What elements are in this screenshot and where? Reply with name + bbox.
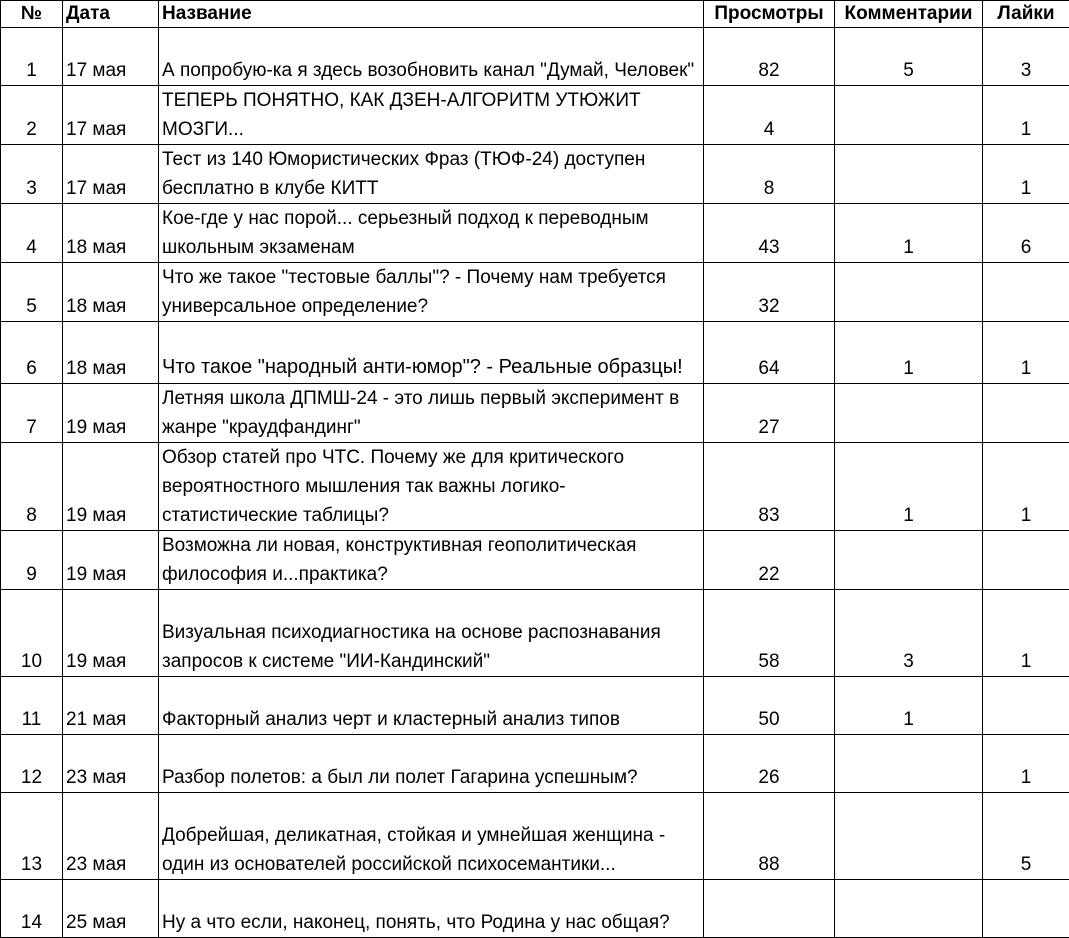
cell-comments[interactable] xyxy=(835,735,983,793)
table-row xyxy=(1,384,1069,443)
cell-title[interactable]: Что же такое "тестовые баллы"? - Почему нам требуется универсальное определение? xyxy=(159,263,704,322)
cell-comments[interactable] xyxy=(835,86,983,145)
cell-num[interactable]: 4 xyxy=(1,204,63,263)
cell-date[interactable]: 18 мая xyxy=(63,204,159,263)
cell-title[interactable]: ТЕПЕРЬ ПОНЯТНО, КАК ДЗЕН-АЛГОРИТМ УТЮЖИТ МОЗГИ... xyxy=(159,86,704,145)
cell-date[interactable]: 19 мая xyxy=(63,590,159,677)
cell-title[interactable]: Ну а что если, наконец, понять, что Родина у нас общая? xyxy=(159,880,704,938)
cell-num[interactable]: 7 xyxy=(1,384,63,443)
table-row xyxy=(1,145,1069,204)
cell-title[interactable]: Летняя школа ДПМШ-24 - это лишь первый эксперимент в жанре "краудфандинг" xyxy=(159,384,704,443)
cell-likes[interactable]: 3 xyxy=(983,28,1069,86)
cell-views[interactable]: 64 xyxy=(704,322,835,384)
cell-views[interactable]: 82 xyxy=(704,28,835,86)
cell-num[interactable]: 12 xyxy=(1,735,63,793)
cell-title[interactable]: А попробую-ка я здесь возобновить канал "Думай, Человек" xyxy=(159,28,704,86)
table-row xyxy=(1,735,1069,793)
cell-title[interactable]: Тест из 140 Юмористических Фраз (ТЮФ-24) доступен бесплатно в клубе КИТТ xyxy=(159,145,704,204)
cell-comments[interactable]: 5 xyxy=(835,28,983,86)
table-row xyxy=(1,531,1069,590)
cell-comments[interactable] xyxy=(835,793,983,880)
table-row xyxy=(1,443,1069,531)
cell-title[interactable]: Возможна ли новая, конструктивная геополитическая философия и...практика? xyxy=(159,531,704,590)
cell-num[interactable]: 6 xyxy=(1,322,63,384)
cell-num[interactable]: 3 xyxy=(1,145,63,204)
cell-views[interactable]: 32 xyxy=(704,263,835,322)
cell-views[interactable]: 43 xyxy=(704,204,835,263)
cell-num[interactable]: 9 xyxy=(1,531,63,590)
table-row xyxy=(1,793,1069,880)
cell-likes[interactable]: 1 xyxy=(983,590,1069,677)
cell-title[interactable]: Факторный анализ черт и кластерный анализ типов xyxy=(159,677,704,735)
header-comments[interactable]: Комментарии xyxy=(835,1,983,28)
cell-likes[interactable]: 1 xyxy=(983,322,1069,384)
cell-date[interactable]: 18 мая xyxy=(63,322,159,384)
cell-date[interactable]: 17 мая xyxy=(63,28,159,86)
cell-date[interactable]: 23 мая xyxy=(63,735,159,793)
cell-num[interactable]: 14 xyxy=(1,880,63,938)
cell-num[interactable]: 1 xyxy=(1,28,63,86)
cell-comments[interactable] xyxy=(835,145,983,204)
cell-likes[interactable]: 1 xyxy=(983,145,1069,204)
cell-views[interactable]: 83 xyxy=(704,443,835,531)
cell-comments[interactable]: 3 xyxy=(835,590,983,677)
cell-date[interactable]: 17 мая xyxy=(63,86,159,145)
table-row xyxy=(1,86,1069,145)
header-views[interactable]: Просмотры xyxy=(704,1,835,28)
cell-title[interactable]: Разбор полетов: а был ли полет Гагарина успешным? xyxy=(159,735,704,793)
cell-num[interactable]: 11 xyxy=(1,677,63,735)
table-row xyxy=(1,590,1069,677)
cell-views[interactable]: 8 xyxy=(704,145,835,204)
cell-title[interactable]: Обзор статей про ЧТС. Почему же для критического вероятностного мышления так важны логико-статистические таблицы? xyxy=(159,443,704,531)
cell-date[interactable]: 25 мая xyxy=(63,880,159,938)
cell-views[interactable] xyxy=(704,880,835,938)
cell-views[interactable]: 88 xyxy=(704,793,835,880)
cell-date[interactable]: 21 мая xyxy=(63,677,159,735)
cell-comments[interactable] xyxy=(835,880,983,938)
cell-likes[interactable] xyxy=(983,263,1069,322)
cell-title[interactable]: Кое-где у нас порой... серьезный подход к переводным школьным экзаменам xyxy=(159,204,704,263)
cell-title[interactable]: Визуальная психодиагностика на основе распознавания запросов к системе "ИИ-Кандинский" xyxy=(159,590,704,677)
cell-num[interactable]: 2 xyxy=(1,86,63,145)
cell-date[interactable]: 23 мая xyxy=(63,793,159,880)
cell-date[interactable]: 17 мая xyxy=(63,145,159,204)
cell-date[interactable]: 19 мая xyxy=(63,531,159,590)
cell-num[interactable]: 13 xyxy=(1,793,63,880)
cell-likes[interactable] xyxy=(983,677,1069,735)
cell-comments[interactable]: 1 xyxy=(835,677,983,735)
table-row xyxy=(1,322,1069,384)
cell-likes[interactable]: 5 xyxy=(983,793,1069,880)
cell-comments[interactable]: 1 xyxy=(835,443,983,531)
table-row xyxy=(1,204,1069,263)
header-num[interactable]: № xyxy=(1,1,63,28)
cell-comments[interactable] xyxy=(835,263,983,322)
cell-comments[interactable]: 1 xyxy=(835,204,983,263)
cell-comments[interactable] xyxy=(835,531,983,590)
header-title[interactable]: Название xyxy=(159,1,704,28)
cell-date[interactable]: 19 мая xyxy=(63,384,159,443)
cell-views[interactable]: 27 xyxy=(704,384,835,443)
cell-date[interactable]: 19 мая xyxy=(63,443,159,531)
cell-num[interactable]: 8 xyxy=(1,443,63,531)
cell-comments[interactable]: 1 xyxy=(835,322,983,384)
cell-title[interactable]: Что такое "народный анти-юмор"? - Реальные образцы! xyxy=(159,322,704,384)
cell-likes[interactable] xyxy=(983,384,1069,443)
cell-likes[interactable]: 1 xyxy=(983,443,1069,531)
table-row xyxy=(1,677,1069,735)
cell-likes[interactable] xyxy=(983,531,1069,590)
cell-likes[interactable]: 6 xyxy=(983,204,1069,263)
cell-likes[interactable] xyxy=(983,880,1069,938)
cell-views[interactable]: 58 xyxy=(704,590,835,677)
cell-date[interactable]: 18 мая xyxy=(63,263,159,322)
cell-views[interactable]: 22 xyxy=(704,531,835,590)
table-row xyxy=(1,880,1069,938)
cell-likes[interactable]: 1 xyxy=(983,735,1069,793)
cell-likes[interactable]: 1 xyxy=(983,86,1069,145)
header-likes[interactable]: Лайки xyxy=(983,1,1069,28)
cell-comments[interactable] xyxy=(835,384,983,443)
table-row xyxy=(1,263,1069,322)
cell-views[interactable]: 26 xyxy=(704,735,835,793)
header-row xyxy=(1,1,1069,28)
cell-views[interactable]: 50 xyxy=(704,677,835,735)
cell-title[interactable]: Добрейшая, деликатная, стойкая и умнейшая женщина - один из основателей российской психосемантики... xyxy=(159,793,704,880)
cell-views[interactable]: 4 xyxy=(704,86,835,145)
cell-num[interactable]: 10 xyxy=(1,590,63,677)
table-row xyxy=(1,28,1069,86)
cell-num[interactable]: 5 xyxy=(1,263,63,322)
header-date[interactable]: Дата xyxy=(63,1,159,28)
